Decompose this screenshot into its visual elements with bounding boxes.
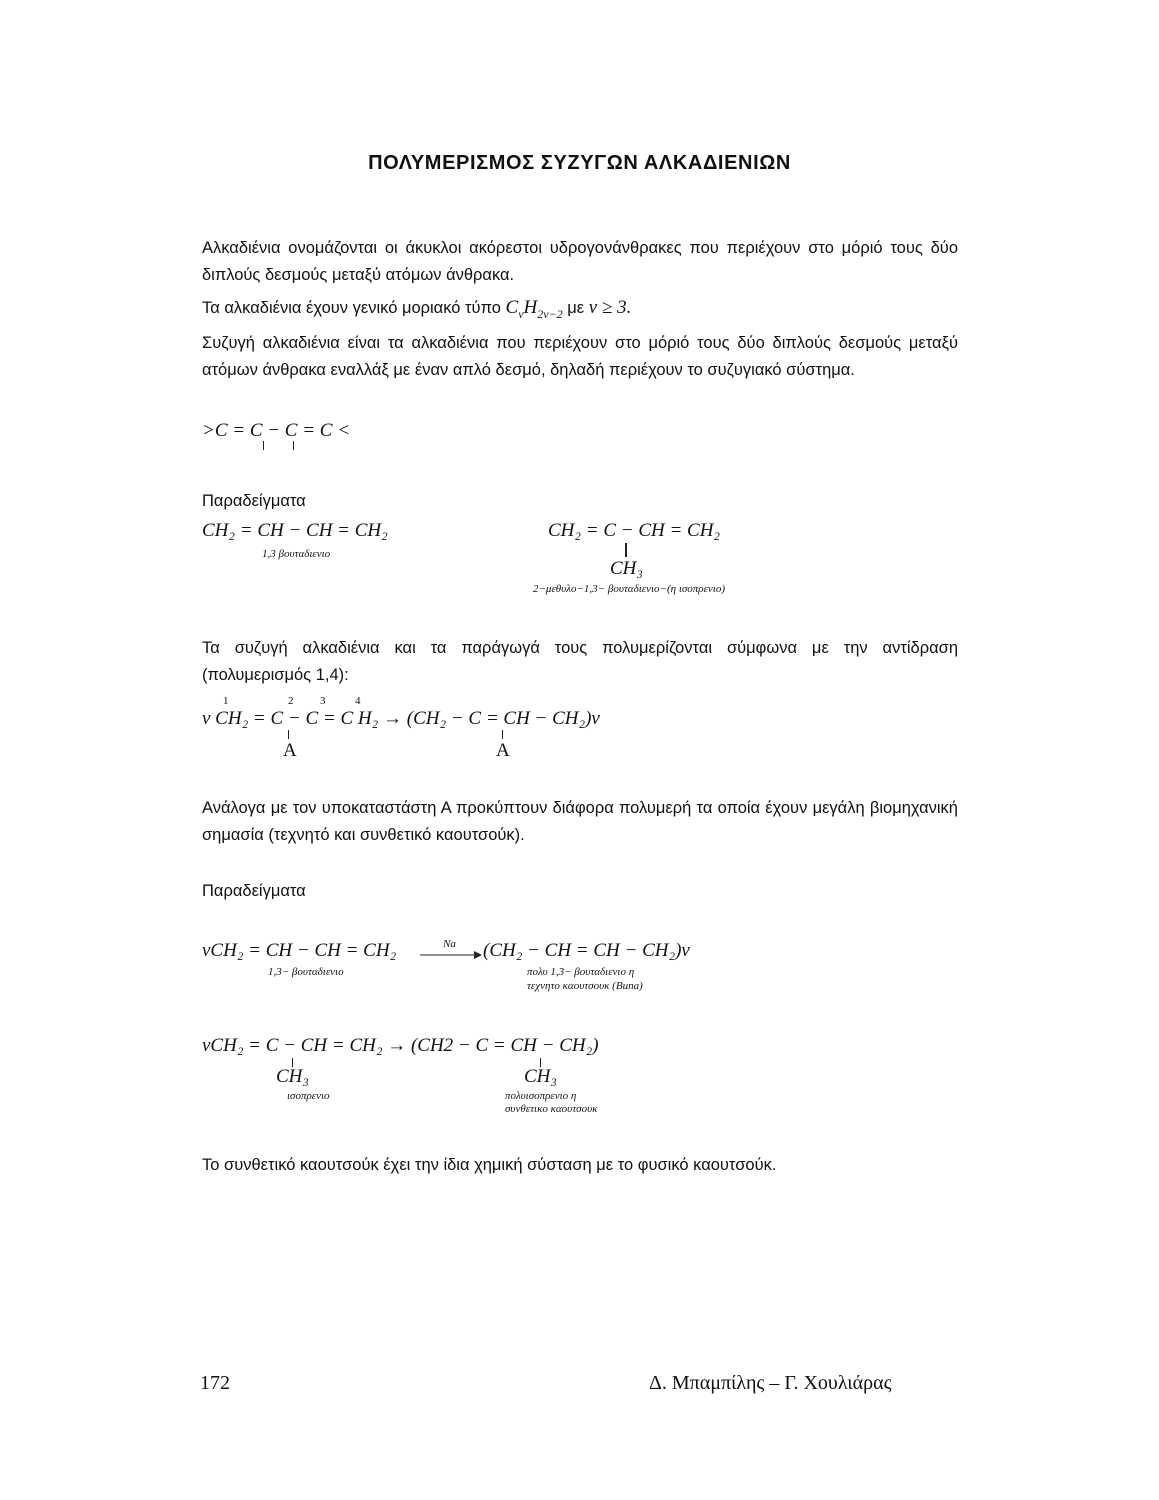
examples-heading: Παραδείγματα (202, 882, 306, 900)
isoprene-name: 2−μεθυλο−1,3− βουταδιενιο−(η ισοπρενιο) (533, 583, 726, 595)
isoprene-methyl-branch: CH₃ (276, 1066, 309, 1087)
page-title: ΠΟΛΥΜΕΡΙΣΜΟΣ ΣΥΖΥΓΩΝ ΑΛΚΑΔΙΕΝΙΩΝ (368, 152, 791, 174)
buna-name-line2: τεχνητο καουτσουκ (Buna) (527, 980, 643, 992)
carbon-number: 4 (355, 695, 361, 707)
general-formula: $C_\nu H_{2\nu-2}$ (505, 297, 563, 321)
isoprene-branch: CH₃ (610, 558, 643, 579)
paragraph-conclusion: Το συνθετικό καουτσούκ έχει την ίδια χημική σύσταση με το φυσικό καουτσούκ. (202, 1156, 777, 1174)
carbon-number: 1 (223, 695, 229, 707)
paragraph-polymerization: Τα συζυγή αλκαδιένια και τα παράγωγά τους πολυμερίζονται σύμφωνα με την αντίδραση (πολυμερισμός 1,4): (202, 639, 958, 684)
bond-line (293, 441, 294, 450)
substituent-label: A (496, 740, 510, 761)
reaction-arrow (420, 950, 482, 960)
buna-reaction-reactant: νCH₂ = CH − CH = CH₂ (202, 940, 397, 961)
butadiene-label: 1,3− βουταδιενιο (268, 966, 344, 978)
polyisoprene-methyl-branch: CH₃ (524, 1066, 557, 1087)
bond-line (263, 441, 264, 450)
carbon-number: 2 (288, 695, 294, 707)
page-number: 172 (200, 1372, 230, 1394)
conjugated-system-formula: >C = C − C = C < (202, 420, 351, 441)
reaction-reactant: ν CH₂ = C − C = C H₂ → (202, 708, 407, 729)
catalyst-label: Na (443, 938, 456, 950)
footer-authors: Δ. Μπαμπίλης – Γ. Χουλιάρας (649, 1372, 892, 1394)
paragraph-definition: Αλκαδιένια ονομάζονται οι άκυκλοι ακόρεστοι υδρογονάνθρακες που περιέχουν στο μόριό τους δύο διπλούς δεσμούς μεταξύ ατόμων άνθρακα. (202, 239, 958, 284)
polyisoprene-name-line1: πολυισοπρενιο η (505, 1090, 577, 1102)
substituent-label: A (283, 740, 297, 761)
butadiene-name: 1,3 βουταδιενιο (262, 548, 331, 560)
carbon-number: 3 (320, 695, 326, 707)
paragraph-conjugated-definition: Συζυγή αλκαδιένια είναι τα αλκαδιένια που περιέχουν στο μόριό τους δύο διπλούς δεσμούς μεταξύ ατόμων άνθρακα εναλλάξ με έναν απλό δεσμό, δηλαδή περιέχουν το συζυγιακό σύστημα. (202, 334, 958, 379)
reaction-product: (CH₂ − C = CH − CH₂)ν (406, 708, 600, 729)
bond-line (288, 730, 289, 739)
isoprene-formula: CH₂ = C − CH = CH₂ (548, 520, 721, 541)
paragraph-substituents: Ανάλογα με τον υποκαταστάστη Α προκύπτουν διάφορα πολυμερή τα οποία έχουν μεγάλη βιομηχανική σημασία (τεχνητό και συνθετικό καουτσούκ). (202, 799, 958, 844)
butadiene-formula: CH₂ = CH − CH = CH₂ (202, 520, 388, 541)
paragraph-general-formula (202, 294, 958, 322)
buna-reaction-product: (CH₂ − CH = CH − CH₂)ν (483, 940, 690, 961)
polyisoprene-name-line2: συνθετικο καουτσουκ (505, 1103, 598, 1115)
polymerization-reaction (202, 708, 600, 730)
isoprene-label: ισοπρενιο (287, 1090, 330, 1102)
general-formula-with: με (567, 299, 585, 317)
general-formula-intro: Τα αλκαδιένια έχουν γενικό μοριακό τύπο (202, 299, 501, 317)
bond-line (502, 730, 503, 739)
examples-heading: Παραδείγματα (202, 492, 306, 510)
buna-name-line1: πολυ 1,3− βουταδιενιο η (527, 966, 635, 978)
bond-line (625, 543, 627, 557)
isoprene-reaction: νCH₂ = C − CH = CH₂ → (CH2 − C = CH − CH₂) (202, 1035, 599, 1056)
general-formula-condition: ν ≥ 3. (588, 297, 632, 318)
